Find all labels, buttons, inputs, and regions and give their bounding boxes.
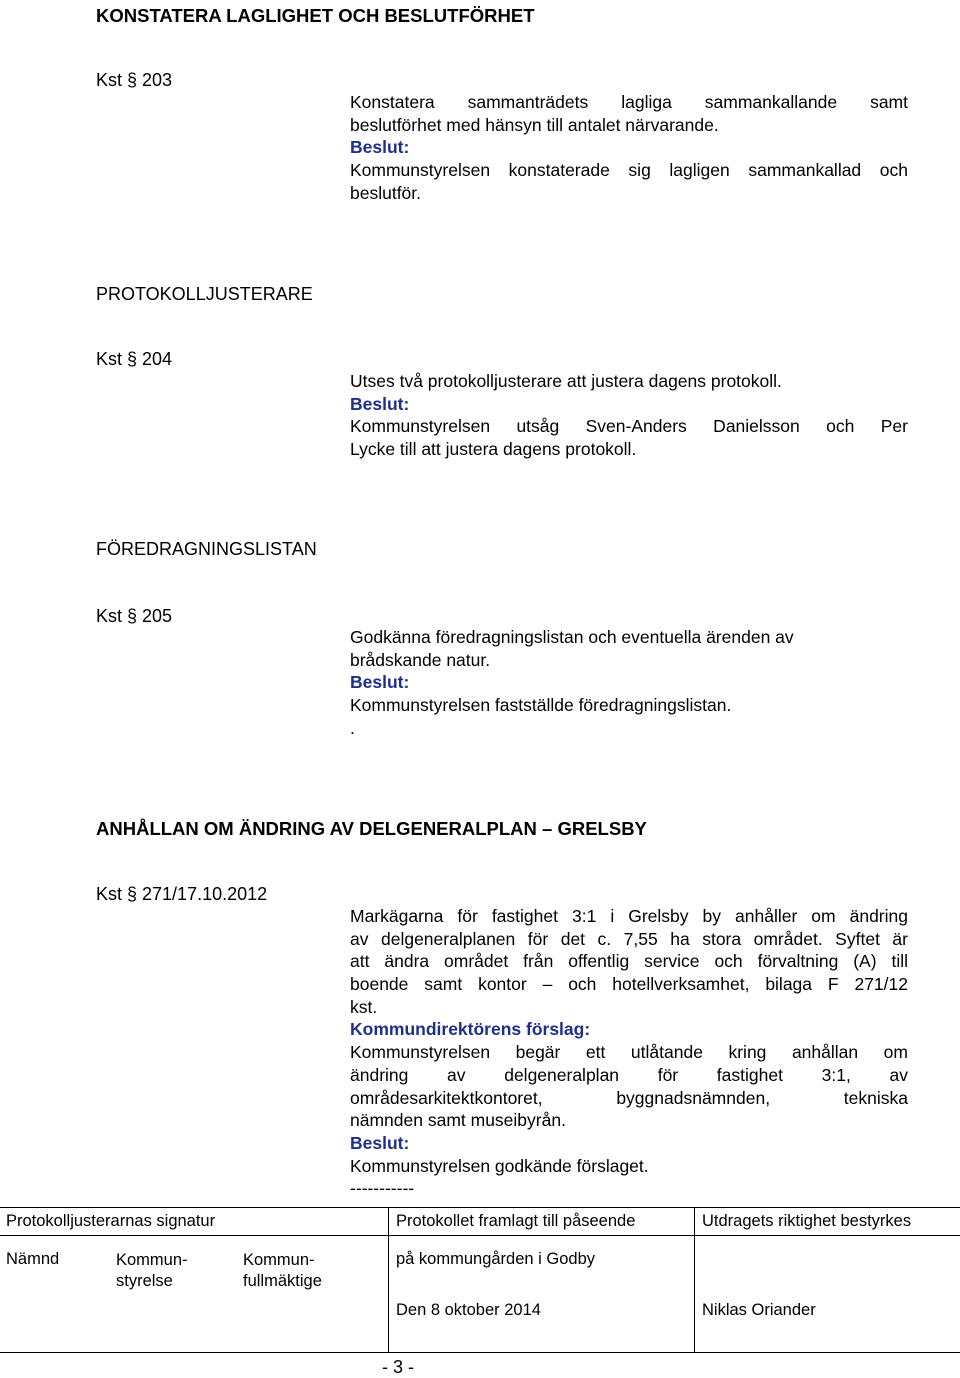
beslut-line: Kommunstyrelsen konstaterade sig lagligen sammankallad och (350, 160, 908, 181)
forslag-label: Kommundirektörens förslag: (350, 1019, 591, 1040)
footer-header-rule (0, 1235, 960, 1236)
body-line: kst. (350, 996, 378, 1017)
forslag-line: Kommunstyrelsen begär ett utlåtande kring anhållan om (350, 1042, 908, 1063)
section-body (350, 91, 908, 204)
footer-namnd-label: Nämnd (6, 1250, 60, 1268)
forslag-line: områdesarkitektkontoret, byggnadsnämnden, tekniska (350, 1087, 908, 1108)
beslut-line: . (350, 717, 355, 738)
footer-kommunfullmaktige-line: Kommun- (243, 1251, 315, 1269)
footer-kommunfullmaktige-label (243, 1250, 322, 1292)
footer-top-rule (0, 1207, 960, 1208)
footer-signature-title: Protokolljusterarnas signatur (6, 1212, 216, 1230)
footer-kommunstyrelse-line: styrelse (116, 1272, 173, 1290)
beslut-line: Kommunstyrelsen fastställde föredragningslistan. (350, 695, 732, 716)
beslut-line: Kommunstyrelsen godkände förslaget. (350, 1155, 649, 1176)
forslag-line: nämnden samt museibyrån. (350, 1110, 566, 1131)
section-heading: FÖREDRAGNINGSLISTAN (96, 539, 317, 559)
page-number: - 3 - (382, 1357, 415, 1377)
section-heading: KONSTATERA LAGLIGHET OCH BESLUTFÖRHET (96, 5, 535, 26)
section-body (350, 905, 908, 1200)
forslag-line: ändring av delgeneralplan för fastighet 3:1, av (350, 1064, 908, 1085)
body-line: Markägarna för fastighet 3:1 i Grelsby by anhåller om ändring (350, 906, 908, 926)
footer-kommunstyrelse-line: Kommun- (116, 1251, 188, 1269)
body-line: beslutförhet med hänsyn till antalet närvarande. (350, 114, 719, 135)
footer-certification-title: Utdragets riktighet bestyrkes (702, 1212, 912, 1230)
footer-signer: Niklas Oriander (702, 1301, 816, 1319)
body-line: boende samt kontor – och hotellverksamhet, bilaga F 271/12 (350, 974, 908, 995)
beslut-label: Beslut: (350, 393, 410, 414)
footer-place: på kommungården i Godby (396, 1250, 596, 1268)
body-line: att ändra området från offentlig service och förvaltning (A) till (350, 951, 908, 972)
section-heading: PROTOKOLLJUSTERARE (96, 284, 313, 304)
beslut-line: Kommunstyrelsen utsåg Sven-Anders Danielsson och Per (350, 416, 908, 437)
body-line: av delgeneralplanen för det c. 7,55 ha stora området. Syftet är (350, 928, 908, 949)
paragraph-number: Kst § 205 (96, 606, 173, 626)
footer-bottom-rule (0, 1352, 960, 1353)
body-line: Godkänna föredragningslistan och eventuella ärenden av (350, 627, 794, 647)
section-body (350, 370, 908, 461)
footer-date: Den 8 oktober 2014 (396, 1301, 541, 1319)
beslut-line: Lycke till att justera dagens protokoll. (350, 439, 637, 460)
body-line: brådskande natur. (350, 649, 491, 670)
footer-presentation-title: Protokollet framlagt till påseende (396, 1212, 636, 1230)
beslut-line: beslutför. (350, 182, 422, 203)
footer-column-divider (694, 1207, 695, 1352)
paragraph-number: Kst § 204 (96, 349, 173, 369)
footer-kommunstyrelse-label (116, 1250, 188, 1292)
footer-kommunfullmaktige-line: fullmäktige (243, 1272, 322, 1290)
section-body (350, 626, 908, 739)
body-line: Utses två protokolljusterare att justera dagens protokoll. (350, 371, 782, 391)
paragraph-number: Kst § 271/17.10.2012 (96, 884, 268, 904)
footer-column-divider (388, 1207, 389, 1352)
body-line: Konstatera sammanträdets lagliga sammankallande samt (350, 92, 908, 112)
section-heading: ANHÅLLAN OM ÄNDRING AV DELGENERALPLAN – GRELSBY (96, 818, 647, 839)
beslut-label: Beslut: (350, 1132, 410, 1153)
paragraph-number: Kst § 203 (96, 70, 173, 90)
beslut-label: Beslut: (350, 672, 410, 693)
separator: ----------- (350, 1178, 415, 1199)
beslut-label: Beslut: (350, 137, 410, 158)
